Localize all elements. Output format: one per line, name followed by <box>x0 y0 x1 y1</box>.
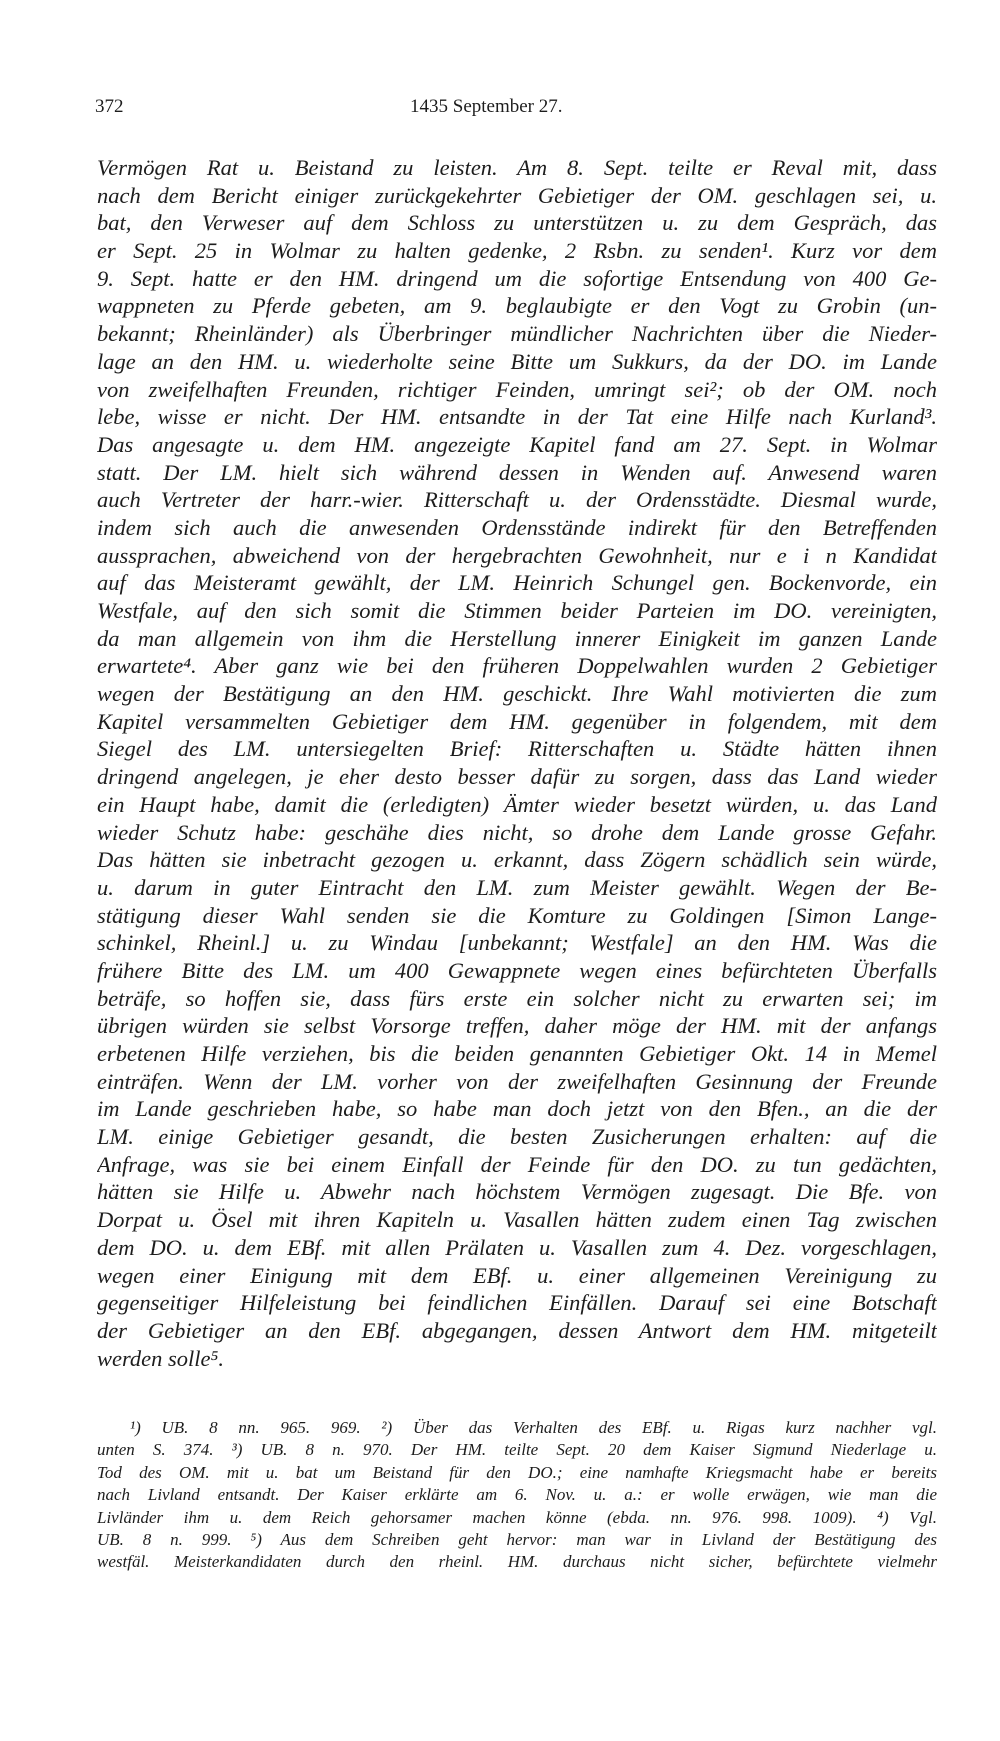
page-header <box>0 96 1000 122</box>
body-line: statt. Der LM. hielt sich während dessen in Wenden auf. Anwesend waren <box>97 459 937 485</box>
body-line: Das hätten sie inbetracht gezogen u. erkannt, dass Zögern schädlich sein würde, <box>97 847 937 873</box>
body-text <box>97 154 937 1372</box>
body-line: indem sich auch die anwesenden Ordensstände indirekt für den Betreffenden <box>97 514 937 540</box>
body-line: wieder Schutz habe: geschähe dies nicht, so drohe dem Lande grosse Gefahr. <box>97 819 937 845</box>
footnote-line: Tod des OM. mit u. bat um Beistand für den DO.; eine namhafte Kriegsmacht habe er bereits <box>97 1462 937 1482</box>
body-line: LM. einige Gebietiger gesandt, die besten Zusicherungen erhalten: auf die <box>97 1124 937 1150</box>
body-line: er Sept. 25 in Wolmar zu halten gedenke, 2 Rsbn. zu senden¹. Kurz vor dem <box>97 238 937 264</box>
body-line: u. darum in guter Eintracht den LM. zum Meister gewählt. Wegen der Be- <box>97 874 937 900</box>
body-line: wappneten zu Pferde gebeten, am 9. beglaubigte er den Vogt zu Grobin (un- <box>97 293 937 319</box>
body-line: Dorpat u. Ösel mit ihren Kapiteln u. Vasallen hätten zudem einen Tag zwischen <box>97 1207 937 1233</box>
body-line: nach dem Bericht einiger zurückgekehrter Gebietiger der OM. geschlagen sei, u. <box>97 182 937 208</box>
footnote-line: ¹) UB. 8 nn. 965. 969. ²) Über das Verhalten des EBf. u. Rigas kurz nachher vgl. <box>130 1418 937 1437</box>
footnote-line: unten S. 374. ³) UB. 8 n. 970. Der HM. teilte Sept. 20 dem Kaiser Sigmund Niederlage u. <box>97 1440 937 1460</box>
body-line: bat, den Verweser auf dem Schloss zu unterstützen u. zu dem Gespräch, das <box>97 210 937 236</box>
footnote-line: westfäl. Meisterkandidaten durch den rheinl. HM. durchaus nicht sicher, befürchtete vielmehr <box>97 1552 937 1572</box>
body-line: erwartete⁴. Aber ganz wie bei den früheren Doppelwahlen wurden 2 Gebietiger <box>97 653 937 679</box>
body-line: übrigen würden sie selbst Vorsorge treffen, daher möge der HM. mit der anfangs <box>97 1013 937 1039</box>
body-line: ein Haupt habe, damit die (erledigten) Ämter wieder besetzt würden, u. das Land <box>97 791 937 817</box>
body-line: stätigung dieser Wahl senden sie die Komture zu Goldingen [Simon Lange- <box>97 902 937 928</box>
body-line: im Lande geschrieben habe, so habe man doch jetzt von den Bfen., an die der <box>97 1096 937 1122</box>
footnote-line: Livländer ihm u. dem Reich gehorsamer machen könne (ebda. nn. 976. 998. 1009). ⁴) Vgl. <box>97 1507 937 1527</box>
body-line: schinkel, Rheinl.] u. zu Windau [unbekannt; Westfale] an den HM. Was die <box>97 930 937 956</box>
body-line: einträfen. Wenn der LM. vorher von der zweifelhaften Gesinnung der Freunde <box>97 1068 937 1094</box>
body-line: erbetenen Hilfe verziehen, bis die beiden genannten Gebietiger Okt. 14 in Memel <box>97 1041 937 1066</box>
body-line: frühere Bitte des LM. um 400 Gewappnete wegen eines befürchteten Überfalls <box>97 957 937 983</box>
body-line: aussprachen, abweichend von der hergebrachten Gewohnheit, nur e i n Kandidat <box>97 542 937 568</box>
body-line: auch Vertreter der harr.-wier. Ritterschaft u. der Ordensstädte. Diesmal wurde, <box>97 487 937 513</box>
body-line: dem DO. u. dem EBf. mit allen Prälaten u. Vasallen zum 4. Dez. vorgeschlagen, <box>97 1234 937 1260</box>
body-line: gegenseitiger Hilfeleistung bei feindlichen Einfällen. Darauf sei eine Botschaft <box>97 1290 937 1316</box>
body-line: Anfrage, was sie bei einem Einfall der Feinde für den DO. zu tun gedächten, <box>97 1151 937 1177</box>
body-line: wegen einer Einigung mit dem EBf. u. einer allgemeinen Vereinigung zu <box>97 1262 937 1288</box>
footnote-line: UB. 8 n. 999. ⁵) Aus dem Schreiben geht hervor: man war in Livland der Bestätigung des <box>97 1529 937 1549</box>
body-line: hätten sie Hilfe u. Abwehr nach höchstem Vermögen zugesagt. Die Bfe. von <box>97 1179 937 1205</box>
body-line: Siegel des LM. untersiegelten Brief: Ritterschaften u. Städte hätten ihnen <box>97 736 937 762</box>
body-line: Westfale, auf den sich somit die Stimmen beider Parteien im DO. vereinigten, <box>97 598 937 623</box>
body-line: der Gebietiger an den EBf. abgegangen, dessen Antwort dem HM. mitgeteilt <box>97 1317 937 1343</box>
body-line: dringend angelegen, je eher desto besser dafür zu sorgen, dass das Land wieder <box>97 764 937 790</box>
footnote-line: nach Livland entsandt. Der Kaiser erklärte am 6. Nov. u. a.: er wolle erwägen, wie man die <box>97 1485 937 1505</box>
body-line: lage an den HM. u. wiederholte seine Bitte um Sukkurs, da der DO. im Lande <box>97 348 937 374</box>
body-line: da man allgemein von ihm die Herstellung innerer Einigkeit im ganzen Lande <box>97 625 937 651</box>
running-head: 1435 September 27. <box>410 96 563 117</box>
body-line: Kapitel versammelten Gebietiger dem HM. gegenüber in folgendem, mit dem <box>97 708 937 734</box>
page-number: 372 <box>95 96 124 117</box>
body-line: von zweifelhaften Freunden, richtiger Feinden, umringt sei²; ob der OM. noch <box>97 376 937 402</box>
body-line: lebe, wisse er nicht. Der HM. entsandte in der Tat eine Hilfe nach Kurland³. <box>97 404 937 430</box>
body-line: Das angesagte u. dem HM. angezeigte Kapitel fand am 27. Sept. in Wolmar <box>97 431 937 457</box>
body-line: Vermögen Rat u. Beistand zu leisten. Am 8. Sept. teilte er Reval mit, dass <box>97 155 937 180</box>
body-line: beträfe, so hoffen sie, dass fürs erste ein solcher nicht zu erwarten sei; im <box>97 985 937 1011</box>
body-line: werden solle⁵. <box>97 1345 224 1371</box>
body-line: 9. Sept. hatte er den HM. dringend um die sofortige Entsendung von 400 Ge- <box>97 265 937 291</box>
body-line: wegen der Bestätigung an den HM. geschickt. Ihre Wahl motivierten die zum <box>97 681 937 707</box>
body-line: bekannt; Rheinländer) als Überbringer mündlicher Nachrichten über die Nieder- <box>97 321 937 347</box>
body-line: auf das Meisteramt gewählt, der LM. Heinrich Schungel gen. Bockenvorde, ein <box>97 570 937 596</box>
footnotes <box>97 1417 937 1574</box>
